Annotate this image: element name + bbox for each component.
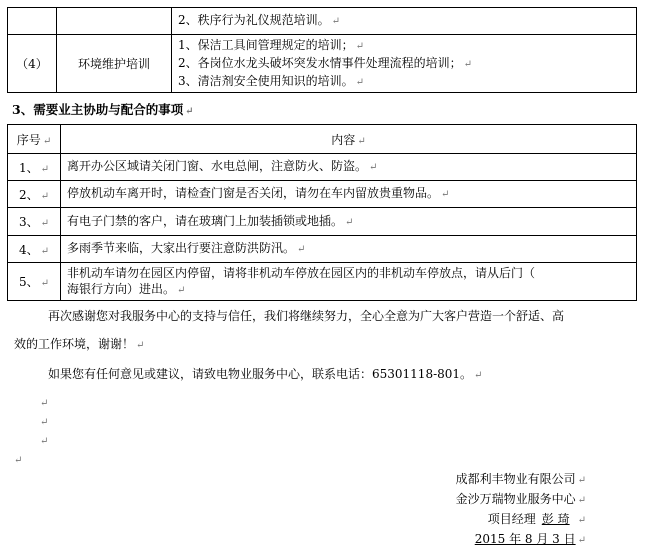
paragraph-mark-icon: ↵: [177, 284, 186, 296]
row-number: （4）: [16, 57, 48, 71]
closing-paragraph-cont: [14, 336, 144, 354]
paragraph-mark-icon: ↵: [40, 417, 49, 428]
row-title-cell: [57, 35, 172, 93]
row-content: 离开办公区域请关闭门窗、水电总闸，注意防火、防盗。: [67, 159, 368, 173]
header-content: [61, 125, 637, 154]
paragraph-mark-icon: ↵: [14, 455, 23, 466]
paragraph-mark-icon: ↵: [577, 495, 586, 506]
paragraph-mark-icon: ↵: [185, 106, 194, 117]
row-items-cell: [172, 35, 637, 93]
paragraph-mark-icon: ↵: [40, 245, 50, 257]
paragraph-mark-icon: ↵: [474, 370, 483, 381]
header-content-text: 内容: [331, 132, 356, 147]
row-content-line: 海银行方向）进出。: [67, 281, 176, 296]
contact-text: 如果您有任何意见或建议，请致电物业服务中心，联系电话：65301118-801。: [48, 367, 473, 381]
training-table: [7, 7, 637, 93]
row-content-cell: [61, 154, 637, 181]
training-item: 2、秩序行为礼仪规范培训。: [178, 13, 330, 27]
paragraph-mark-icon: ↵: [577, 515, 586, 526]
row-content: 停放机动车离开时，请检查门窗是否关闭，请勿在车内留放贵重物品。: [67, 186, 440, 200]
row-number-cell: [8, 35, 57, 93]
row-number-cell: [8, 263, 61, 301]
paragraph-mark-icon: ↵: [369, 162, 378, 173]
company-name: 成都利丰物业有限公司: [455, 472, 576, 486]
paragraph-mark-icon: ↵: [355, 76, 365, 88]
paragraph-mark-icon: ↵: [357, 135, 366, 147]
header-number: [8, 125, 61, 154]
paragraph-mark-icon: ↵: [577, 475, 586, 486]
row-number: 4、: [18, 242, 39, 257]
paragraph-mark-icon: ↵: [40, 278, 50, 289]
manager-label: 项目经理: [487, 512, 536, 526]
row-content: 有电子门禁的客户，请在玻璃门上加装插锁或地插。: [67, 213, 344, 228]
row-number-cell: [8, 181, 61, 208]
row-number: 5、: [18, 275, 39, 289]
table-row: [8, 208, 637, 236]
paragraph-mark-icon: ↵: [40, 398, 49, 409]
training-item: 2、各岗位水龙头破坏突发水情事件处理流程的培训；: [178, 55, 462, 70]
manager-name: 彭 琦: [541, 512, 570, 526]
closing-line: 效的工作环境，谢谢！: [14, 337, 135, 351]
row-number-cell: [8, 154, 61, 181]
paragraph-mark-icon: ↵: [463, 58, 473, 70]
paragraph-mark-icon: ↵: [136, 340, 145, 351]
cooperation-table: [7, 124, 637, 301]
row-number-cell: [8, 8, 57, 35]
paragraph-mark-icon: ↵: [40, 218, 50, 229]
table-header-row: [8, 125, 637, 154]
section-heading-text: 3、需要业主协助与配合的事项: [12, 102, 184, 117]
row-title-cell: [57, 8, 172, 35]
signature-block: [366, 470, 586, 550]
row-title: 环境维护培训: [77, 57, 150, 71]
section-heading: [12, 100, 194, 118]
row-content: 多雨季节来临，大家出行要注意防洪防汛。: [67, 241, 296, 255]
table-row: [8, 181, 637, 208]
row-number-cell: [8, 236, 61, 263]
table-row: [8, 8, 637, 35]
training-item: 3、清洁剂安全使用知识的培训。: [178, 73, 354, 88]
table-row: [8, 154, 637, 181]
paragraph-mark-icon: ↵: [345, 216, 354, 228]
paragraph-mark-icon: ↵: [297, 244, 306, 255]
row-items-cell: [172, 8, 637, 35]
table-row: [8, 263, 637, 301]
row-content-cell: [61, 263, 637, 301]
header-number-text: 序号: [16, 132, 41, 147]
table-row: [8, 236, 637, 263]
row-content-cell: [61, 181, 637, 208]
paragraph-mark-icon: ↵: [577, 535, 586, 546]
paragraph-mark-icon: ↵: [40, 190, 50, 202]
row-number: 3、: [18, 215, 39, 229]
paragraph-mark-icon: ↵: [40, 436, 49, 447]
table-row: [8, 35, 637, 93]
row-number-cell: [8, 208, 61, 236]
paragraph-mark-icon: ↵: [40, 163, 50, 175]
paragraph-mark-icon: ↵: [42, 135, 52, 147]
row-content-line: 非机动车请勿在园区内停留，请将非机动车停放在园区内的非机动车停放点，请从后门（: [67, 265, 536, 280]
row-number: 1、: [18, 160, 39, 175]
contact-paragraph: [48, 366, 482, 384]
training-item: 1、保洁工具间管理规定的培训；: [178, 37, 354, 52]
paragraph-mark-icon: ↵: [441, 189, 450, 200]
paragraph-mark-icon: ↵: [355, 40, 365, 52]
closing-paragraph: [48, 308, 564, 324]
closing-line: 再次感谢您对我服务中心的支持与信任，我们将继续努力，全心全意为广大客户营造一个舒适、高: [48, 309, 565, 323]
signature-date: 2015 年 8 月 3 日: [474, 532, 576, 546]
service-center-name: 金沙万瑞物业服务中心: [455, 492, 576, 506]
row-number: 2、: [18, 187, 39, 202]
row-content-cell: [61, 208, 637, 236]
paragraph-mark-icon: ↵: [331, 16, 341, 27]
row-content-cell: [61, 236, 637, 263]
